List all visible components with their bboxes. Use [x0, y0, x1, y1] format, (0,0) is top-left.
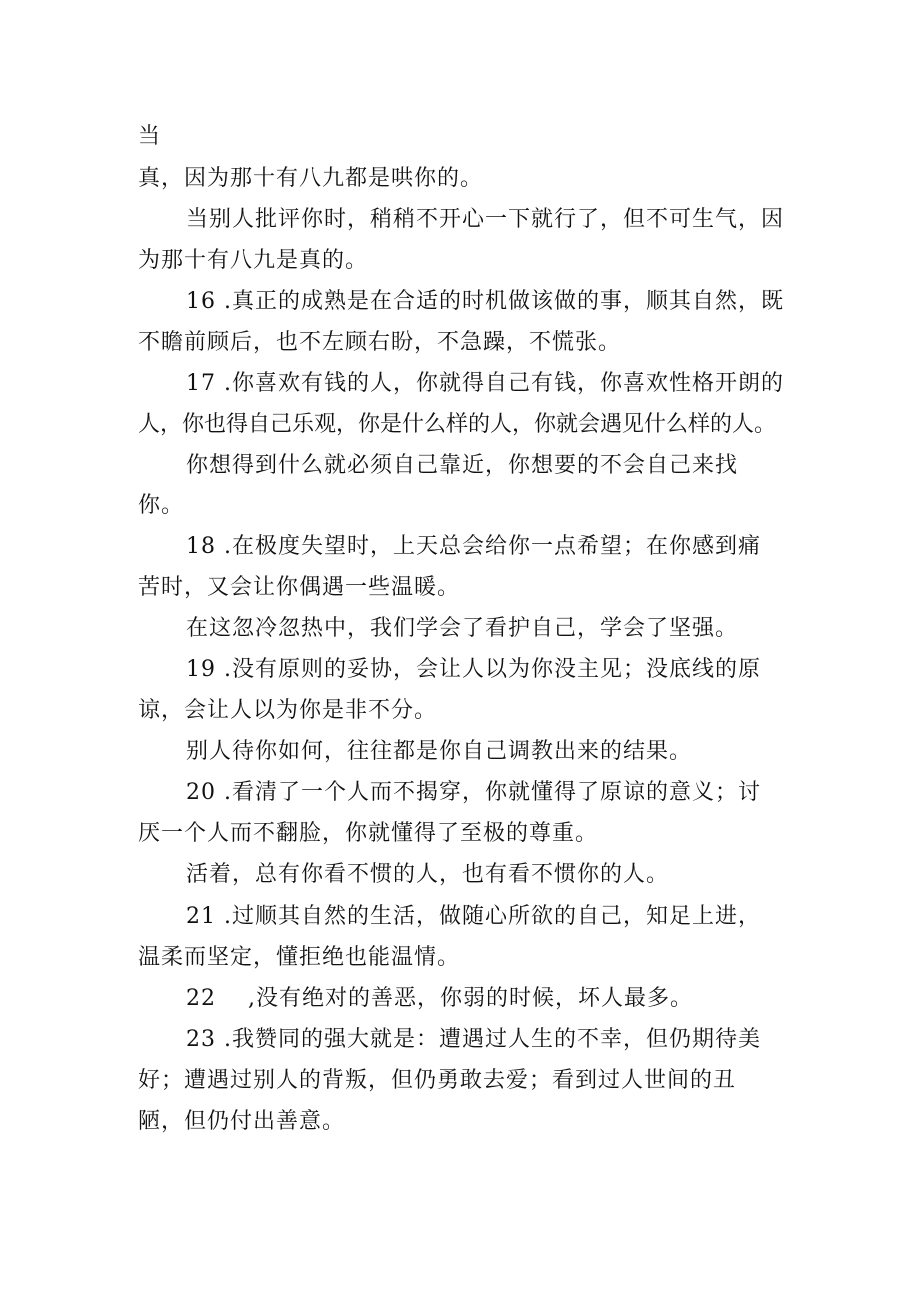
text-line: 谅，会让人以为你是非不分。 [138, 698, 438, 723]
text-line: 温柔而坚定，懂拒绝也能温情。 [138, 945, 461, 970]
paragraph-start: 当别人批评你时，稍稍不开心一下就行了，但不可生气，因 [186, 207, 785, 232]
item-22: 22 ,没有绝对的善恶，你弱的时候，坏人最多。 [186, 986, 693, 1011]
text-line: 不瞻前顾后，也不左顾右盼，不急躁，不慌张。 [138, 330, 622, 355]
text-line: 好；遭遇过别人的背叛，但仍勇敢去爱；看到过人世间的丑 [138, 1068, 737, 1093]
text-line: 为那十有八九是真的。 [138, 248, 369, 273]
item-17: 17 .你喜欢有钱的人，你就得自己有钱，你喜欢性格开朗的 [186, 371, 784, 396]
item-23: 23 .我赞同的强大就是：遭遇过人生的不幸，但仍期待美 [186, 1027, 761, 1052]
paragraph-start: 活着，总有你看不惯的人，也有看不惯你的人。 [186, 862, 670, 887]
paragraph-start: 别人待你如何，往往都是你自己调教出来的结果。 [186, 739, 693, 764]
item-21: 21 .过顺其自然的生活，做随心所欲的自己，知足上进， [186, 904, 761, 929]
paragraph-start: 在这忽冷忽热中，我们学会了看护自己，学会了坚强。 [186, 616, 739, 641]
text-line: 当 [138, 124, 162, 149]
paragraph-start: 你想得到什么就必须自己靠近，你想要的不会自己来找 [186, 453, 739, 478]
text-line: 人，你也得自己乐观，你是什么样的人，你就会遇见什么样的人。 [138, 412, 777, 437]
item-20: 20 .看清了一个人而不揭穿，你就懂得了原谅的意义；讨 [186, 780, 761, 805]
item-16: 16 .真正的成熟是在合适的时机做该做的事，顺其自然，既 [186, 289, 784, 314]
item-19: 19 .没有原则的妥协，会让人以为你没主见；没底线的原 [186, 657, 761, 682]
text-line: 厌一个人而不翻脸，你就懂得了至极的尊重。 [138, 821, 599, 846]
text-line: 陋，但仍付出善意。 [138, 1109, 346, 1134]
text-line: 你。 [138, 493, 185, 518]
text-line: 真，因为那十有八九都是哄你的。 [138, 166, 484, 191]
item-18: 18 .在极度失望时，上天总会给你一点希望；在你感到痛 [186, 534, 761, 559]
text-line: 苦时，又会让你偶遇一些温暖。 [138, 575, 461, 600]
